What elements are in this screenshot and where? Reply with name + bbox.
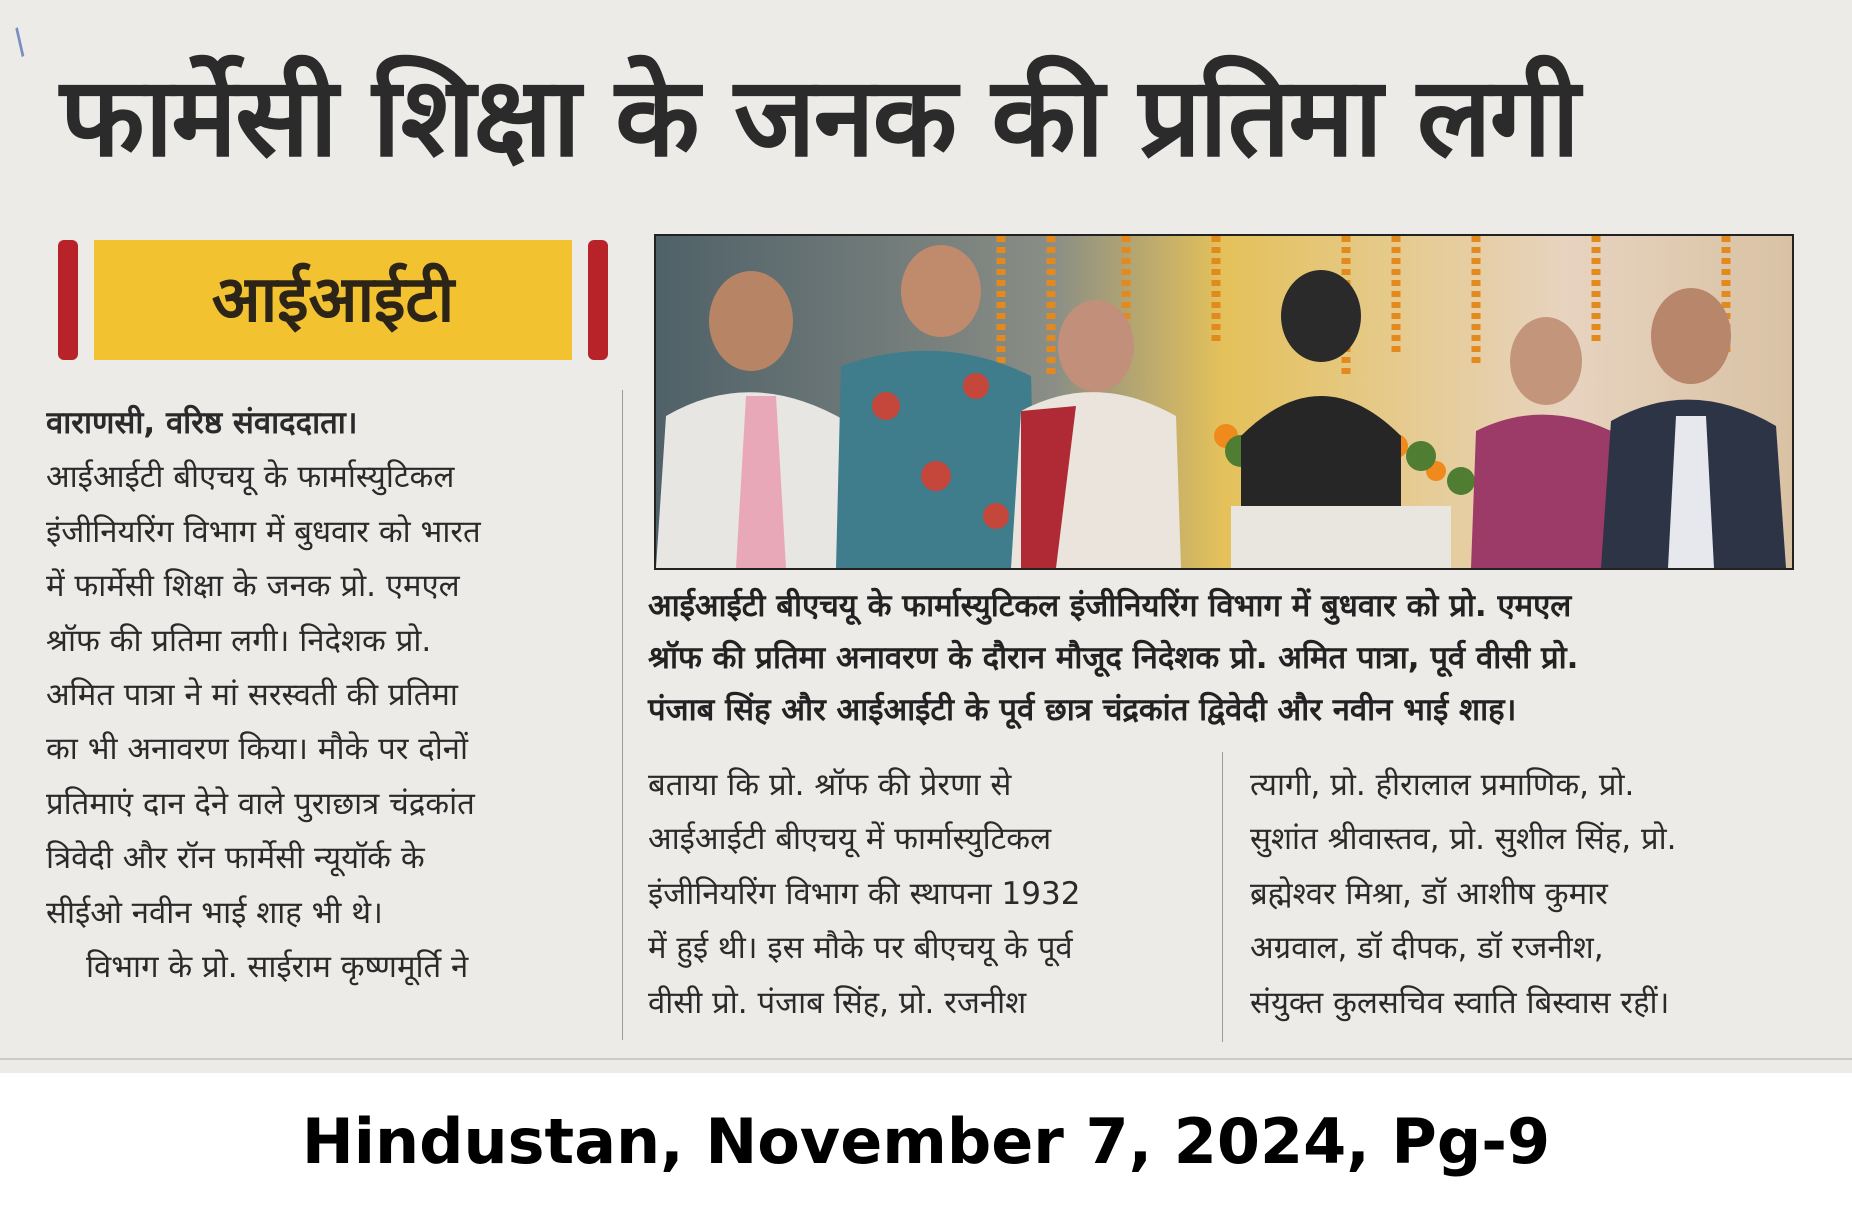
event-photo: [654, 234, 1794, 570]
body-line: त्यागी, प्रो. हीरालाल प्रमाणिक, प्रो.: [1250, 767, 1635, 803]
body-line: संयुक्त कुलसचिव स्वाति बिस्वास रहीं।: [1250, 984, 1670, 1021]
caption-line: पंजाब सिंह और आईआईटी के पूर्व छात्र चंद्रकांत द्विवेदी और नवीन भाई शाह।: [648, 692, 1517, 728]
kicker-label: आईआईटी: [211, 263, 455, 337]
source-citation: Hindustan, November 7, 2024, Pg-9: [301, 1105, 1551, 1178]
column-divider: [1222, 752, 1223, 1042]
body-line: में फार्मेसी शिक्षा के जनक प्रो. एमएल: [46, 568, 460, 605]
body-line: इंजीनियरिंग विभाग की स्थापना 1932: [648, 875, 1081, 912]
body-line: सुशांत श्रीवास्तव, प्रो. सुशील सिंह, प्रो.: [1250, 821, 1677, 858]
body-line: आईआईटी बीएचयू के फार्मास्युटिकल: [46, 459, 455, 496]
kicker-right-cap: [588, 240, 608, 360]
kicker-left-cap: [58, 240, 78, 360]
column-divider: [622, 390, 623, 1040]
body-line: में हुई थी। इस मौके पर बीएचयू के पूर्व: [648, 930, 1073, 967]
body-line: प्रतिमाएं दान देने वाले पुराछात्र चंद्रकांत: [46, 785, 475, 822]
body-line: इंजीनियरिंग विभाग में बुधवार को भारत: [46, 513, 481, 550]
article-column-3: [1250, 758, 1810, 1030]
bottom-rule: [0, 1058, 1852, 1060]
body-line: ब्रह्मेश्वर मिश्रा, डॉ आशीष कुमार: [1250, 875, 1608, 912]
caption-line: श्रॉफ की प्रतिमा अनावरण के दौरान मौजूद निदेशक प्रो. अमित पात्रा, पूर्व वीसी प्रो.: [648, 640, 1579, 676]
caption-line: आईआईटी बीएचयू के फार्मास्युटिकल इंजीनियरिंग विभाग में बुधवार को प्रो. एमएल: [648, 588, 1572, 624]
body-line: अमित पात्रा ने मां सरस्वती की प्रतिमा: [46, 677, 458, 714]
body-line: का भी अनावरण किया। मौके पर दोनों: [46, 731, 469, 768]
headline: फार्मेसी शिक्षा के जनक की प्रतिमा लगी: [60, 53, 1579, 181]
body-line: विभाग के प्रो. साईराम कृष्णमूर्ति ने: [86, 949, 469, 986]
body-line: सीईओ नवीन भाई शाह भी थे।: [46, 894, 383, 931]
body-line: अग्रवाल, डॉ दीपक, डॉ रजनीश,: [1250, 930, 1604, 967]
body-line: बताया कि प्रो. श्रॉफ की प्रेरणा से: [648, 767, 1012, 803]
body-line: श्रॉफ की प्रतिमा लगी। निदेशक प्रो.: [46, 622, 432, 659]
dateline: वाराणसी, वरिष्ठ संवाददाता।: [46, 405, 358, 441]
body-line: वीसी प्रो. पंजाब सिंह, प्रो. रजनीश: [648, 984, 1027, 1021]
article-column-1: [46, 396, 596, 994]
article-column-2: [648, 758, 1188, 1030]
section-kicker: [58, 240, 608, 360]
pen-mark: /: [4, 21, 35, 63]
body-line: आईआईटी बीएचयू में फार्मास्युटिकल: [648, 821, 1052, 858]
body-line: त्रिवेदी और रॉन फार्मेसी न्यूयॉर्क के: [46, 840, 425, 877]
photo-illustration: [656, 236, 1792, 568]
photo-caption: [648, 580, 1796, 736]
